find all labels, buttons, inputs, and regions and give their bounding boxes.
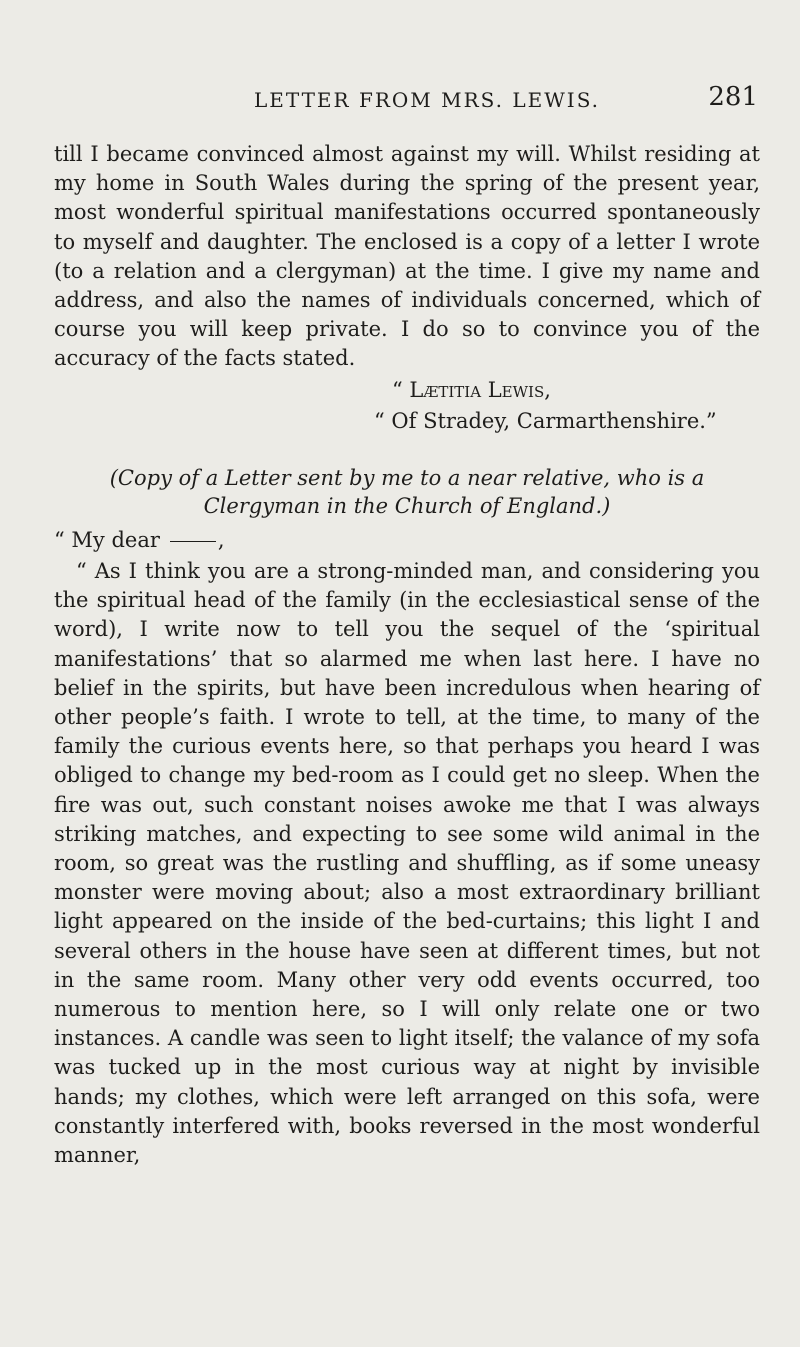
salutation xyxy=(54,526,760,555)
running-header xyxy=(54,80,760,140)
running-title: LETTER FROM MRS. LEWIS. xyxy=(254,88,601,112)
signature-place: “ Of Stradey, Carmarthenshire.” xyxy=(374,408,717,433)
salutation-comma: , xyxy=(217,528,225,553)
paragraph-intro: till I became convinced almost against my will. Whilst residing at my home in South Wales during the spring of the present year, most wonderful spiritual manifestations occurred spontaneously to myself and daughter. The enclosed is a copy of a letter I wrote (to a relation and a clergyman) at the time. I give my name and address, and also the names of individuals concerned, which of course you will keep private. I do so to convince you of the accuracy of the facts stated. xyxy=(54,142,760,371)
salutation-dash xyxy=(170,541,216,542)
caption-line-1: (Copy of a Letter sent by me to a near relative, who is a xyxy=(109,466,705,491)
body-text xyxy=(54,140,760,1170)
book-page xyxy=(0,80,800,1347)
signature-name: “ Lætitia Lewis, xyxy=(392,377,551,402)
caption-line-2: Clergyman in the Church of England.) xyxy=(203,494,611,519)
page-number: 281 xyxy=(708,82,758,112)
letter-caption xyxy=(54,464,760,520)
salutation-text: “ My dear xyxy=(54,528,160,553)
letter-paragraph: “ As I think you are a strong-minded man, and considering you the spiritual head of the family (in the ecclesiastical sense of the word), I write now to tell you the sequel of the ‘spiritual manifestations’ that so alarmed me when last here. I have no belief in the spirits, but have been incredulous when hearing of other people’s faith. I wrote to tell, at the time, to many of the family the curious events here, so that perhaps you heard I was obliged to change my bed-room as I could get no sleep. When the fire was out, such constant noises awoke me that I was always striking matches, and expecting to see some wild animal in the room, so great was the rustling and shuffling, as if some uneasy monster were moving about; also a most extraordinary brilliant light appeared on the inside of the bed-curtains; this light I and several others in the house have seen at different times, but not in the same room. Many other very odd events occurred, too numerous to mention here, so I will only relate one or two instances. A candle was seen to light itself; the valance of my sofa was tucked up in the most curious way at night by invisible hands; my clothes, which were left arranged on this sofa, were constantly interfered with, books reversed in the most wonderful manner, xyxy=(54,559,760,1168)
